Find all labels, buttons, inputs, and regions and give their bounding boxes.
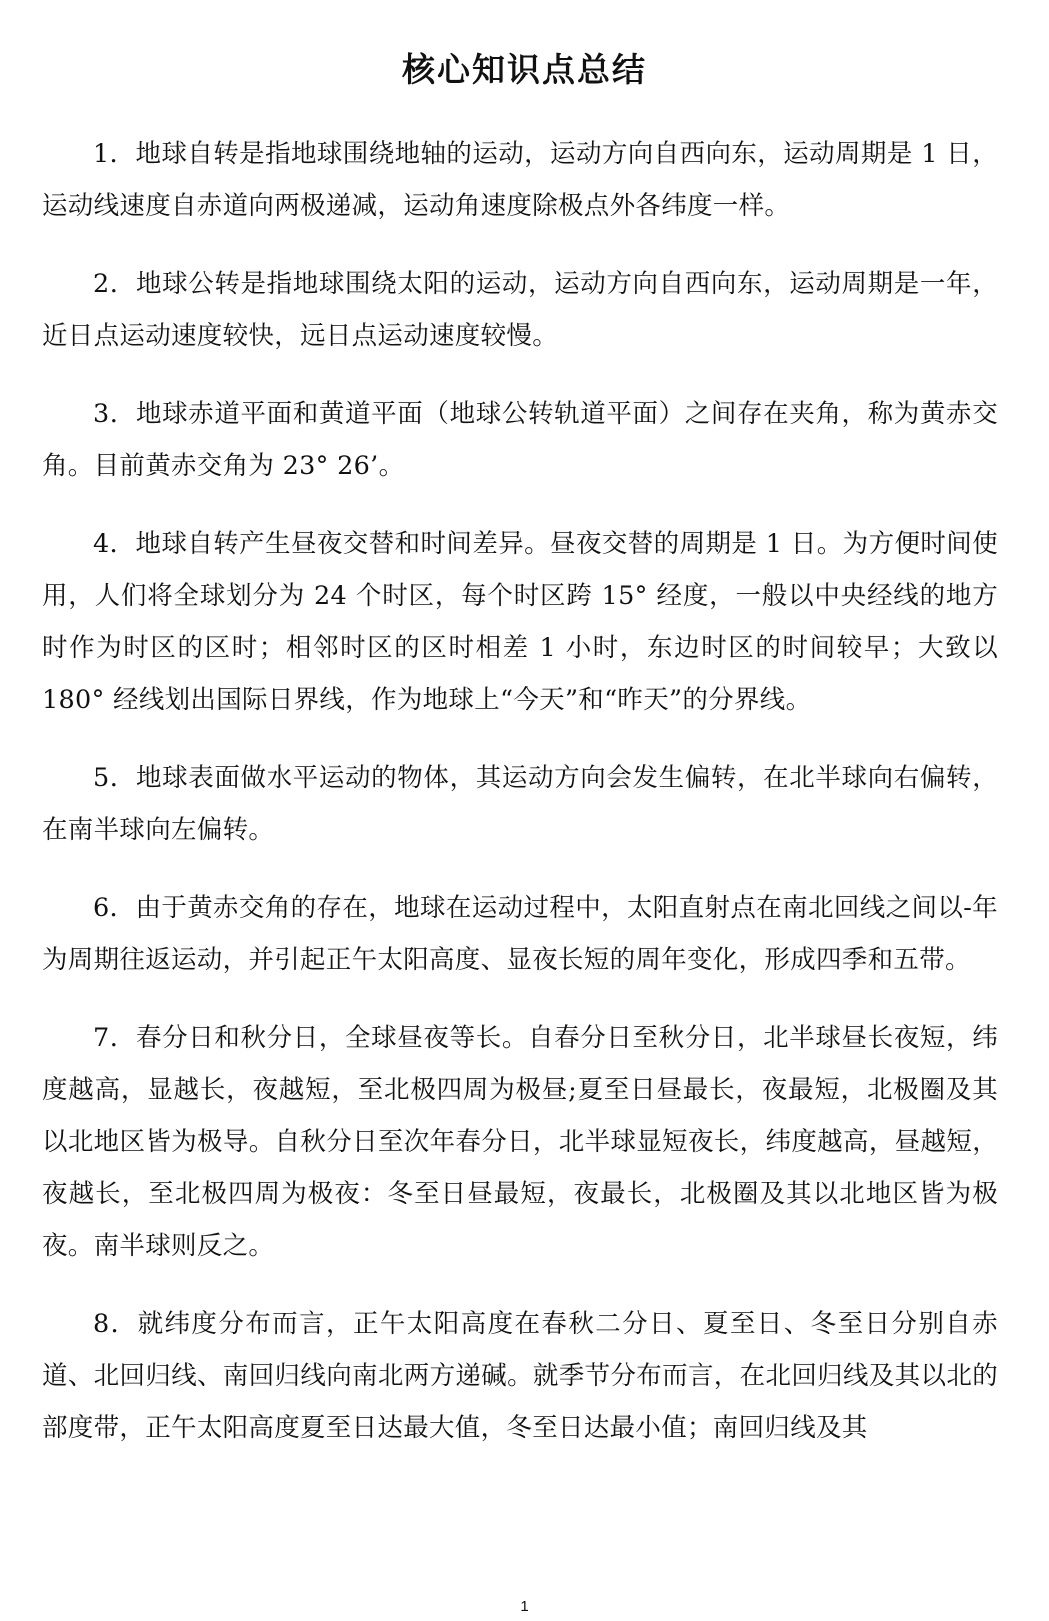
paragraph-2: 2．地球公转是指地球围绕太阳的运动，运动方向自西向东，运动周期是一年，近日点运动速度较快，远日点运动速度较慢。 xyxy=(42,269,998,351)
paragraph-7: 7．春分日和秋分日，全球昼夜等长。自春分日至秋分日，北半球昼长夜短，纬度越高，显越长，夜越短，至北极四周为极昼;夏至日昼最长，夜最短，北极圈及其以北地区皆为极导。自秋分日至次年春分日，北半球显短夜长，纬度越高，昼越短，夜越长，至北极四周为极夜：冬至日昼最短，夜最长，北极圈及其以北地区皆为极夜。南半球则反之。 xyxy=(42,1023,998,1261)
paragraph-4: 4．地球自转产生昼夜交替和时间差异。昼夜交替的周期是 1 日。为方便时间使用，人们将全球划分为 24 个时区，每个时区跨 15° 经度，一般以中央经线的地方时作为时区的区时；相邻时区的区时相差 1 小时，东边时区的时间较早；大致以 180° 经线划出国际日界线，作为地球上“今天”和“昨天”的分界线。 xyxy=(42,529,998,715)
paragraph-1: 1．地球自转是指地球围绕地轴的运动，运动方向自西向东，运动周期是 1 日，运动线速度自赤道向两极递减，运动角速度除极点外各纬度一样。 xyxy=(42,139,998,221)
document-body xyxy=(42,128,998,1480)
paragraph-5: 5．地球表面做水平运动的物体，其运动方向会发生偏转，在北半球向右偏转，在南半球向左偏转。 xyxy=(42,763,998,845)
paragraph-6: 6．由于黄赤交角的存在，地球在运动过程中，太阳直射点在南北回线之间以-年为周期往返运动，并引起正午太阳高度、显夜长短的周年变化，形成四季和五带。 xyxy=(42,893,998,975)
page-number: 1 xyxy=(520,1598,529,1615)
page-title: 核心知识点总结 xyxy=(402,50,647,89)
paragraph-3: 3．地球赤道平面和黄道平面（地球公转轨道平面）之间存在夹角，称为黄赤交角。目前黄赤交角为 23° 26’。 xyxy=(42,399,998,481)
paragraph-8: 8．就纬度分布而言，正午太阳高度在春秋二分日、夏至日、冬至日分别自赤道、北回归线、南回归线向南北两方递碱。就季节分布而言，在北回归线及其以北的部度带，正午太阳高度夏至日达最大值，冬至日达最小值；南回归线及其 xyxy=(42,1309,998,1443)
